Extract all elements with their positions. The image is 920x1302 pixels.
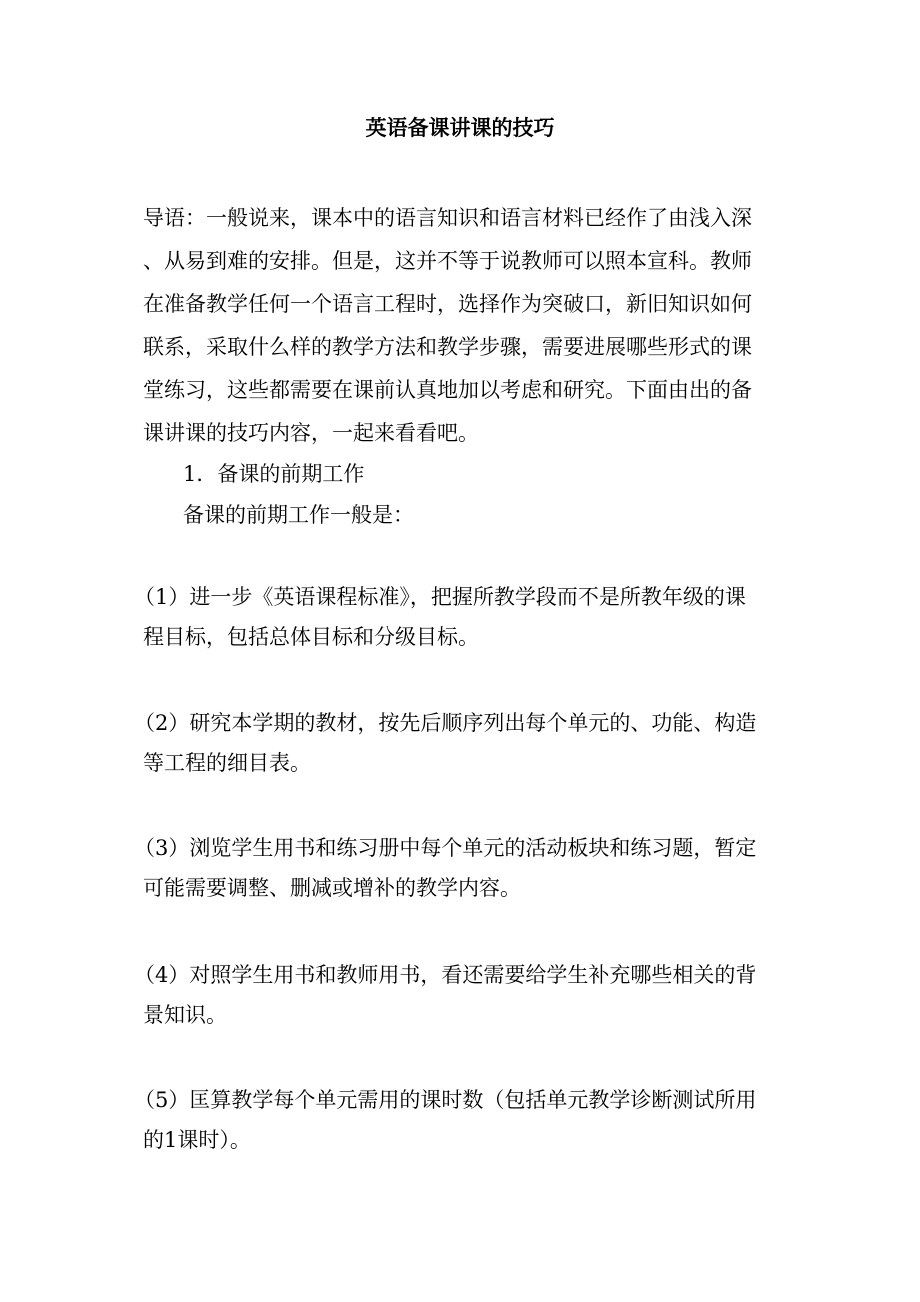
intro-line: 堂练习，这些都需要在课前认真地加以考虑和研究。下面由出的备: [143, 378, 752, 402]
list-item-line: 程目标，包括总体目标和分级目标。: [143, 625, 479, 649]
intro-line: 、从易到难的安排。但是，这并不等于说教师可以照本宣科。教师: [143, 249, 752, 273]
section-lead: 备课的前期工作一般是：: [183, 503, 414, 527]
list-item-line: 景知识。: [143, 1003, 227, 1027]
list-item-line: （1）进一步《英语课程标准》，把握所教学段而不是所教年级的课: [134, 585, 746, 609]
intro-line: 在准备教学任何一个语言工程时，选择作为突破口，新旧知识如何: [143, 292, 752, 316]
section-heading: 1．备课的前期工作: [183, 462, 365, 486]
list-item-line: 等工程的细目表。: [143, 751, 311, 775]
intro-line: 联系，采取什么样的教学方法和教学步骤，需要进展哪些形式的课: [143, 335, 752, 359]
list-item-line: （3）浏览学生用书和练习册中每个单元的活动板块和练习题，暂定: [134, 836, 757, 860]
list-item-line: （2）研究本学期的教材，按先后顺序列出每个单元的、功能、构造: [134, 711, 757, 735]
list-item-line: 可能需要调整、删减或增补的教学内容。: [143, 876, 521, 900]
list-item-line: （5）匡算教学每个单元需用的课时数（包括单元教学诊断测试所用: [134, 1088, 757, 1112]
intro-line: 导语：一般说来，课本中的语言知识和语言材料已经作了由浅入深: [143, 206, 752, 230]
intro-line: 课讲课的技巧内容，一起来看看吧。: [143, 421, 479, 445]
list-item-line: （4）对照学生用书和教师用书，看还需要给学生补充哪些相关的背: [134, 963, 757, 987]
document-title: 英语备课讲课的技巧: [365, 115, 555, 140]
list-item-line: 的1课时）。: [143, 1128, 251, 1152]
